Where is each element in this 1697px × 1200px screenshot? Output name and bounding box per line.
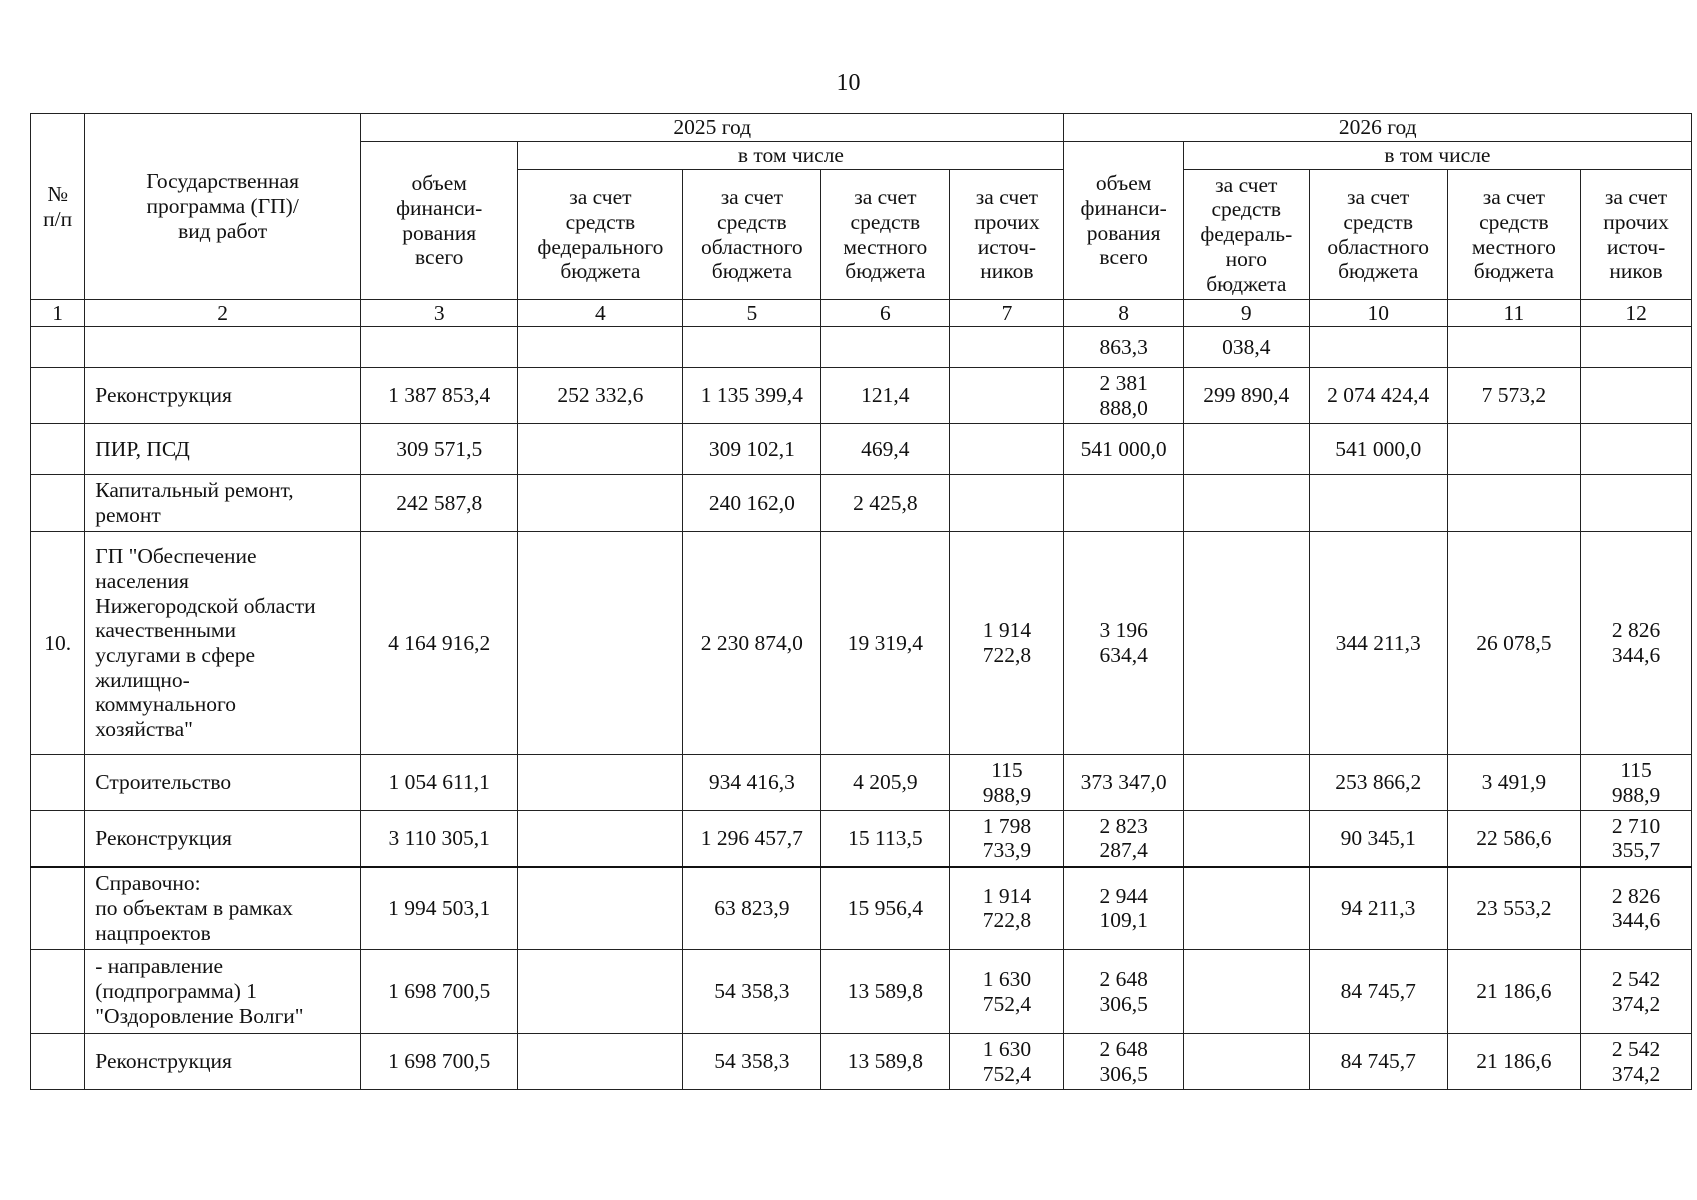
amount-cell: 7 573,2: [1447, 368, 1581, 424]
amount-cell: 13 589,8: [821, 1034, 950, 1090]
amount-cell: 2 823 287,4: [1064, 811, 1183, 867]
table-row: [31, 475, 1692, 532]
column-number: 8: [1064, 300, 1183, 327]
amount-cell: [518, 867, 683, 950]
amount-cell: 94 211,3: [1309, 867, 1447, 950]
amount-cell: 2 230 874,0: [683, 532, 821, 755]
amount-cell: 253 866,2: [1309, 755, 1447, 811]
header-2026-total: объем финанси- рования всего: [1064, 142, 1183, 300]
header-2025-other: за счет прочих источ- ников: [950, 170, 1064, 300]
amount-cell: 309 571,5: [361, 424, 518, 475]
row-number-cell: [31, 811, 85, 867]
header-col-program: Государственная программа (ГП)/ вид работ: [85, 114, 361, 300]
amount-cell: 26 078,5: [1447, 532, 1581, 755]
column-number: 12: [1581, 300, 1692, 327]
header-2025-federal: за счет средств федерального бюджета: [518, 170, 683, 300]
amount-cell: 13 589,8: [821, 950, 950, 1034]
header-2026-regional: за счет средств областного бюджета: [1309, 170, 1447, 300]
amount-cell: [518, 424, 683, 475]
page-number: 10: [836, 70, 861, 96]
header-2026-local: за счет средств местного бюджета: [1447, 170, 1581, 300]
row-number-cell: [31, 755, 85, 811]
amount-cell: [1309, 475, 1447, 532]
program-name-cell: Справочно: по объектам в рамках нацпроектов: [85, 867, 361, 950]
amount-cell: 3 196 634,4: [1064, 532, 1183, 755]
row-number-cell: [31, 424, 85, 475]
amount-cell: [1581, 327, 1692, 368]
header-2025-in-total: в том числе: [518, 142, 1064, 170]
amount-cell: 1 994 503,1: [361, 867, 518, 950]
table-row: [31, 867, 1692, 950]
header-year-2026: 2026 год: [1064, 114, 1692, 142]
program-name-cell: ПИР, ПСД: [85, 424, 361, 475]
column-number: 3: [361, 300, 518, 327]
amount-cell: [1183, 1034, 1309, 1090]
amount-cell: 54 358,3: [683, 950, 821, 1034]
amount-cell: 2 710 355,7: [1581, 811, 1692, 867]
amount-cell: 3 491,9: [1447, 755, 1581, 811]
financing-table: [30, 113, 1692, 1090]
amount-cell: 15 956,4: [821, 867, 950, 950]
amount-cell: [1447, 424, 1581, 475]
amount-cell: 309 102,1: [683, 424, 821, 475]
amount-cell: 2 542 374,2: [1581, 1034, 1692, 1090]
amount-cell: 1 914 722,8: [950, 867, 1064, 950]
program-name-cell: - направление (подпрограмма) 1 "Оздоровление Волги": [85, 950, 361, 1034]
column-number: 4: [518, 300, 683, 327]
column-number-row: [31, 300, 1692, 327]
header-col-number: № п/п: [31, 114, 85, 300]
amount-cell: [1183, 475, 1309, 532]
amount-cell: 2 542 374,2: [1581, 950, 1692, 1034]
row-number-cell: [31, 867, 85, 950]
table-row: [31, 950, 1692, 1034]
program-name-cell: [85, 327, 361, 368]
amount-cell: [1064, 475, 1183, 532]
amount-cell: 1 630 752,4: [950, 1034, 1064, 1090]
amount-cell: 1 135 399,4: [683, 368, 821, 424]
column-number: 6: [821, 300, 950, 327]
amount-cell: [518, 1034, 683, 1090]
amount-cell: 863,3: [1064, 327, 1183, 368]
amount-cell: [1183, 532, 1309, 755]
amount-cell: [1183, 950, 1309, 1034]
program-name-cell: Капитальный ремонт, ремонт: [85, 475, 361, 532]
header-2025-regional: за счет средств областного бюджета: [683, 170, 821, 300]
amount-cell: 934 416,3: [683, 755, 821, 811]
amount-cell: 1 630 752,4: [950, 950, 1064, 1034]
amount-cell: [1183, 867, 1309, 950]
amount-cell: [1447, 327, 1581, 368]
amount-cell: 1 698 700,5: [361, 1034, 518, 1090]
amount-cell: 15 113,5: [821, 811, 950, 867]
amount-cell: [1581, 475, 1692, 532]
amount-cell: 90 345,1: [1309, 811, 1447, 867]
header-row-years: [31, 114, 1692, 142]
amount-cell: 240 162,0: [683, 475, 821, 532]
amount-cell: 1 798 733,9: [950, 811, 1064, 867]
amount-cell: 84 745,7: [1309, 1034, 1447, 1090]
amount-cell: 121,4: [821, 368, 950, 424]
row-number-cell: [31, 475, 85, 532]
amount-cell: 2 648 306,5: [1064, 950, 1183, 1034]
amount-cell: 23 553,2: [1447, 867, 1581, 950]
program-name-cell: Реконструкция: [85, 811, 361, 867]
amount-cell: 469,4: [821, 424, 950, 475]
amount-cell: 1 698 700,5: [361, 950, 518, 1034]
amount-cell: [950, 424, 1064, 475]
column-number: 5: [683, 300, 821, 327]
column-number: 1: [31, 300, 85, 327]
amount-cell: 22 586,6: [1447, 811, 1581, 867]
column-number: 9: [1183, 300, 1309, 327]
amount-cell: 63 823,9: [683, 867, 821, 950]
amount-cell: 21 186,6: [1447, 950, 1581, 1034]
header-year-2025: 2025 год: [361, 114, 1064, 142]
amount-cell: 2 074 424,4: [1309, 368, 1447, 424]
amount-cell: 2 381 888,0: [1064, 368, 1183, 424]
amount-cell: [518, 475, 683, 532]
amount-cell: [1581, 368, 1692, 424]
amount-cell: [950, 475, 1064, 532]
header-2026-federal: за счет средств федераль- ного бюджета: [1183, 170, 1309, 300]
table-row: [31, 811, 1692, 867]
amount-cell: 252 332,6: [518, 368, 683, 424]
amount-cell: 038,4: [1183, 327, 1309, 368]
header-2026-in-total: в том числе: [1183, 142, 1691, 170]
amount-cell: [518, 811, 683, 867]
amount-cell: 373 347,0: [1064, 755, 1183, 811]
amount-cell: 1 387 853,4: [361, 368, 518, 424]
amount-cell: 54 358,3: [683, 1034, 821, 1090]
header-2025-local: за счет средств местного бюджета: [821, 170, 950, 300]
amount-cell: 344 211,3: [1309, 532, 1447, 755]
amount-cell: 2 944 109,1: [1064, 867, 1183, 950]
amount-cell: [518, 327, 683, 368]
row-number-cell: [31, 327, 85, 368]
amount-cell: 299 890,4: [1183, 368, 1309, 424]
row-number-cell: 10.: [31, 532, 85, 755]
amount-cell: 1 296 457,7: [683, 811, 821, 867]
amount-cell: 19 319,4: [821, 532, 950, 755]
amount-cell: [1581, 424, 1692, 475]
column-number: 11: [1447, 300, 1581, 327]
amount-cell: [518, 950, 683, 1034]
amount-cell: 541 000,0: [1309, 424, 1447, 475]
amount-cell: [950, 327, 1064, 368]
table-row: [31, 327, 1692, 368]
amount-cell: 115 988,9: [950, 755, 1064, 811]
amount-cell: 541 000,0: [1064, 424, 1183, 475]
amount-cell: 84 745,7: [1309, 950, 1447, 1034]
amount-cell: 2 826 344,6: [1581, 867, 1692, 950]
amount-cell: [1447, 475, 1581, 532]
table-row: [31, 532, 1692, 755]
amount-cell: 2 648 306,5: [1064, 1034, 1183, 1090]
amount-cell: [1309, 327, 1447, 368]
amount-cell: [1183, 424, 1309, 475]
row-number-cell: [31, 1034, 85, 1090]
table-row: [31, 424, 1692, 475]
amount-cell: [1183, 811, 1309, 867]
amount-cell: 21 186,6: [1447, 1034, 1581, 1090]
amount-cell: [1183, 755, 1309, 811]
header-2026-other: за счет прочих источ- ников: [1581, 170, 1692, 300]
table-row: [31, 1034, 1692, 1090]
row-number-cell: [31, 950, 85, 1034]
amount-cell: 1 054 611,1: [361, 755, 518, 811]
program-name-cell: Реконструкция: [85, 368, 361, 424]
amount-cell: 242 587,8: [361, 475, 518, 532]
amount-cell: [518, 755, 683, 811]
amount-cell: 3 110 305,1: [361, 811, 518, 867]
column-number: 2: [85, 300, 361, 327]
row-number-cell: [31, 368, 85, 424]
amount-cell: [683, 327, 821, 368]
amount-cell: 2 425,8: [821, 475, 950, 532]
amount-cell: 4 205,9: [821, 755, 950, 811]
column-number: 7: [950, 300, 1064, 327]
table-row: [31, 755, 1692, 811]
amount-cell: [950, 368, 1064, 424]
header-2025-total: объем финанси- рования всего: [361, 142, 518, 300]
table-row: [31, 368, 1692, 424]
amount-cell: 4 164 916,2: [361, 532, 518, 755]
amount-cell: [821, 327, 950, 368]
column-number: 10: [1309, 300, 1447, 327]
program-name-cell: Строительство: [85, 755, 361, 811]
amount-cell: [361, 327, 518, 368]
amount-cell: 115 988,9: [1581, 755, 1692, 811]
amount-cell: 1 914 722,8: [950, 532, 1064, 755]
amount-cell: [518, 532, 683, 755]
amount-cell: 2 826 344,6: [1581, 532, 1692, 755]
program-name-cell: ГП "Обеспечение населения Нижегородской области качественными услугами в сфере жилищно- коммунального хозяйства": [85, 532, 361, 755]
program-name-cell: Реконструкция: [85, 1034, 361, 1090]
